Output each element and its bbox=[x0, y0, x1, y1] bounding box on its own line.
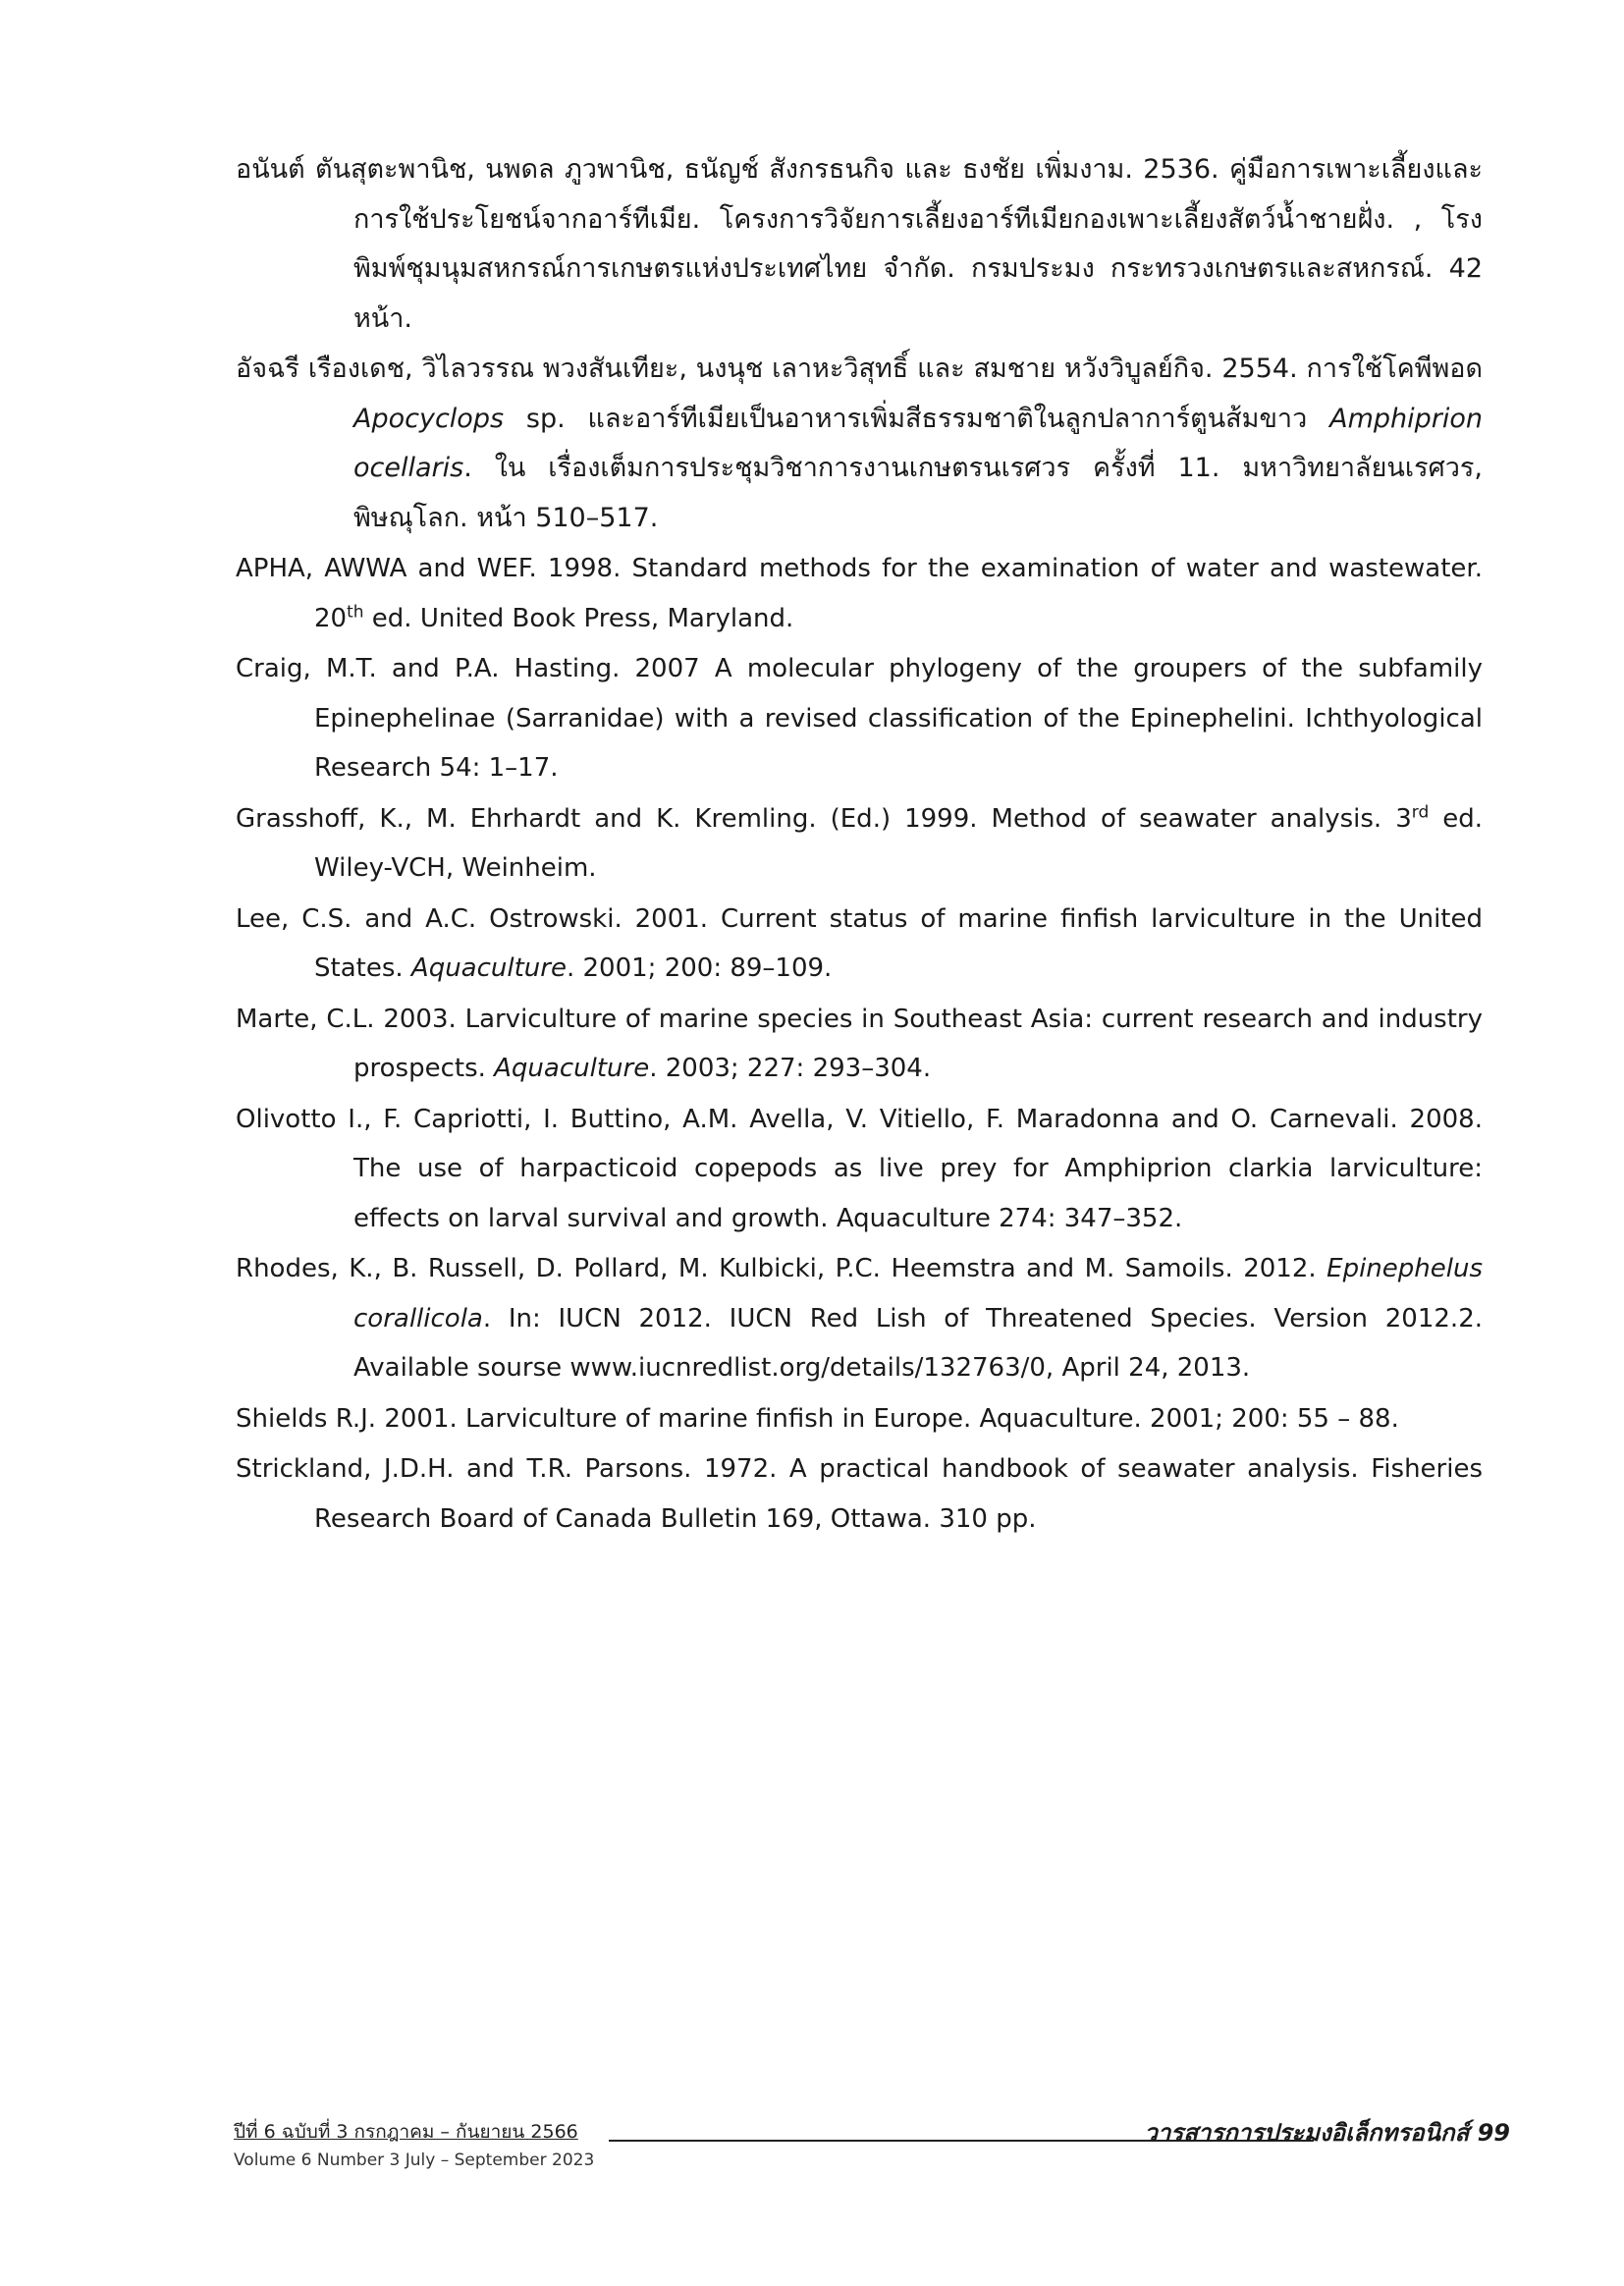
footer-issue-thai: ปีที่ 6 ฉบับที่ 3 กรกฎาคม – กันยายน 2566 bbox=[234, 2121, 578, 2143]
reference-text: . 2003; 227: 293–304. bbox=[649, 1054, 932, 1083]
reference-entry bbox=[236, 995, 1483, 1094]
reference-entry bbox=[236, 544, 1483, 643]
reference-text: Craig, M.T. and P.A. Hasting. 2007 A molecular phylogeny of the groupers of the subfamily Epinephelinae (Sarranidae) with a revised classification of the Epinephelini. Ichthyological Research 54: 1–17. bbox=[236, 654, 1483, 783]
reference-entry bbox=[236, 1394, 1483, 1444]
reference-text: Rhodes, K., B. Russell, D. Pollard, M. Kulbicki, P.C. Heemstra and M. Samoils. 2012. bbox=[236, 1254, 1327, 1283]
footer-page-number: 99 bbox=[1477, 2119, 1510, 2147]
footer-journal-name: วารสารการประมงอิเล็กทรอนิกส์ bbox=[1144, 2119, 1470, 2147]
reference-text: อัจฉรี เรืองเดช, วิไลวรรณ พวงสันเทียะ, นงนุช เลาหะวิสุทธิ์ และ สมชาย หวังวิบูลย์กิจ. 2554. การใช้โคพีพอด bbox=[236, 354, 1483, 384]
reference-text: APHA, AWWA and WEF. 1998. Standard methods for the examination of water and wastewater. 20 bbox=[236, 554, 1483, 633]
reference-italic-text: Aquaculture bbox=[410, 953, 567, 983]
reference-entry bbox=[236, 1444, 1483, 1544]
reference-superscript: th bbox=[347, 601, 364, 622]
reference-italic-text: Aquaculture bbox=[494, 1054, 650, 1083]
reference-text: . In: IUCN 2012. IUCN Red Lish of Threatened Species. Version 2012.2. Available sourse www.iucnredlist.org/details/132763/0, April 24, 2013. bbox=[353, 1303, 1483, 1383]
reference-text: ed. United Book Press, Maryland. bbox=[363, 603, 794, 633]
page-footer bbox=[234, 2117, 1510, 2176]
reference-text: Marte, C.L. 2003. Larviculture of marine species in Southeast Asia: current research and industry prospects. bbox=[236, 1004, 1483, 1083]
reference-text: sp. และอาร์ทีเมียเป็นอาหารเพิ่มสีธรรมชาติในลูกปลาการ์ตูนส้มขาว bbox=[504, 403, 1330, 434]
reference-superscript: rd bbox=[1411, 801, 1430, 822]
reference-text: Lee, C.S. and A.C. Ostrowski. 2001. Current status of marine finfish larviculture in the United States. bbox=[236, 903, 1483, 983]
reference-entry bbox=[236, 794, 1483, 894]
reference-text: อนันต์ ตันสุตะพานิช, นพดล ภูวพานิช, ธนัญช์ สังกรธนกิจ และ ธงชัย เพิ่มงาม. 2536. คู่มือการเพาะเลี้ยงและการใช้ประโยชน์จากอาร์ทีเมีย. โครงการวิจัยการเลี้ยงอาร์ทีเมียกองเพาะเลี้ยงสัตว์น้ำชายฝั่ง. , โรงพิมพ์ชุมนุมสหกรณ์การเกษตรแห่งประเทศไทย จำกัด. กรมประมง กระทรวงเกษตรและสหกรณ์. 42 หน้า. bbox=[236, 154, 1483, 334]
reference-entry bbox=[236, 1095, 1483, 1244]
reference-text: Olivotto I., F. Capriotti, I. Buttino, A.M. Avella, V. Vitiello, F. Maradonna and O. Carnevali. 2008. The use of harpacticoid copepods as live prey for Amphiprion clarkia larviculture: effects on larval survival and growth. Aquaculture 274: 347–352. bbox=[236, 1104, 1483, 1233]
reference-italic-text: Amphiprion ocellaris bbox=[353, 403, 1483, 483]
reference-text: . ใน เรื่องเต็มการประชุมวิชาการงานเกษตรนเรศวร ครั้งที่ 11. มหาวิทยาลัยนเรศวร, พิษณุโลก. หน้า 510–517. bbox=[353, 453, 1483, 533]
reference-text: Strickland, J.D.H. and T.R. Parsons. 1972. A practical handbook of seawater analysis. Fisheries Research Board of Canada Bulletin 169, Ottawa. 310 pp. bbox=[236, 1454, 1483, 1534]
reference-list bbox=[236, 145, 1483, 1545]
reference-entry bbox=[236, 145, 1483, 344]
reference-text: Shields R.J. 2001. Larviculture of marine finfish in Europe. Aquaculture. 2001; 200: 55 – 88. bbox=[236, 1403, 1399, 1434]
footer-journal-title bbox=[1144, 2113, 1510, 2151]
footer-issue-english: Volume 6 Number 3 July – September 2023 bbox=[234, 2150, 595, 2170]
reference-entry bbox=[236, 1244, 1483, 1393]
reference-entry bbox=[236, 345, 1483, 543]
reference-text: . 2001; 200: 89–109. bbox=[566, 953, 833, 983]
reference-entry bbox=[236, 895, 1483, 994]
reference-italic-text: Apocyclops bbox=[353, 403, 505, 434]
reference-text: Grasshoff, K., M. Ehrhardt and K. Kremling. (Ed.) 1999. Method of seawater analysis. 3 bbox=[236, 803, 1412, 834]
reference-entry bbox=[236, 644, 1483, 793]
reference-text: ed. Wiley-VCH, Weinheim. bbox=[314, 803, 1484, 883]
reference-italic-text: Epinephelus corallicola bbox=[353, 1254, 1483, 1334]
